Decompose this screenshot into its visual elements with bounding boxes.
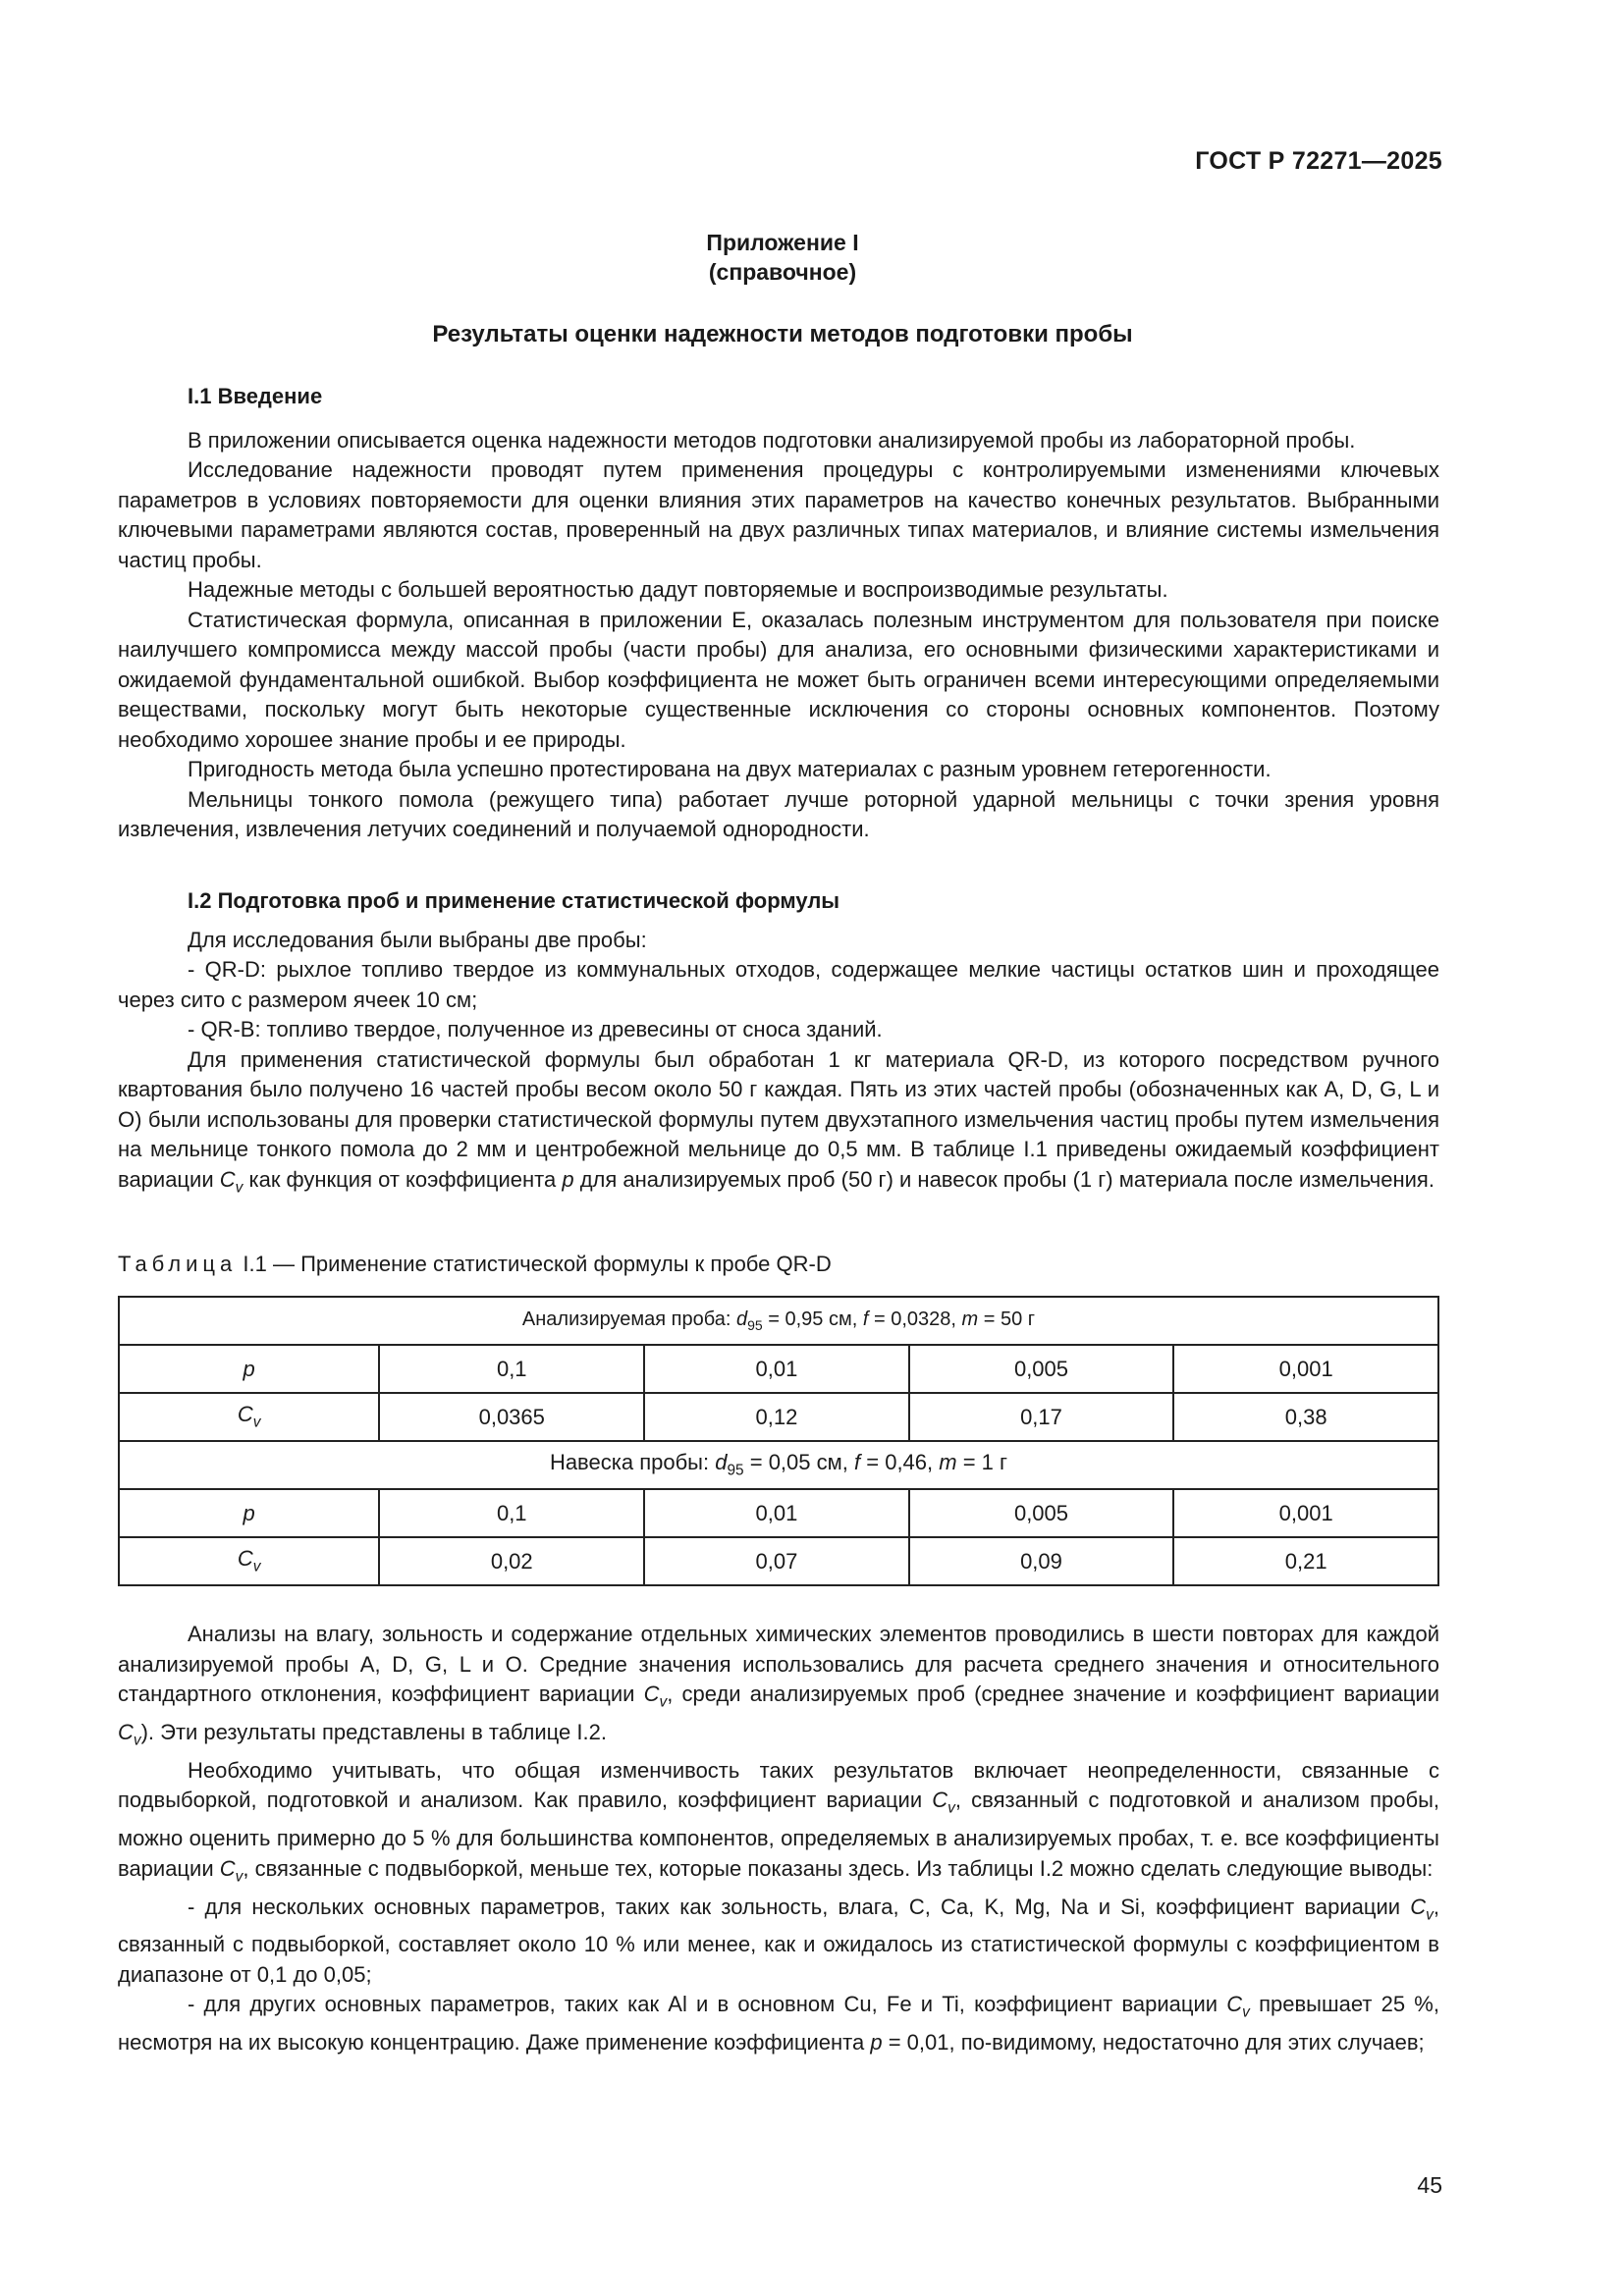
paragraph: Анализы на влагу, зольность и содержание отдельных химических элементов проводились в шести повторах для каждой анализируемой пробы A, D, G, L и O. Средние значения использовались для расчета среднего значения и относительного стандартного отклонения, коэффициент вариации $C_v$, среди анализируемых проб (среднее значение и коэффициент вариации $C_v$). Эти результаты представлены в таблице I.2. [118, 1622, 1439, 1749]
page-number: 45 [1417, 2172, 1442, 2198]
annex-title: Результаты оценки надежности методов подготовки пробы [432, 321, 1133, 347]
table-section-row [119, 1297, 1438, 1345]
table-row [119, 1537, 1438, 1585]
table-cell: 0,005 [909, 1345, 1174, 1393]
paragraph: Необходимо учитывать, что общая изменчивость таких результатов включает неопределенности, связанные с подвыборкой, подготовкой и анализом. Как правило, коэффициент вариации $C_v$, связанный с подготовкой и анализом пробы, можно оценить примерно до 5 % для большинства компонентов, определяемых в анализируемых пробах, т. е. все коэффициенты вариации $C_v$, связанные с подвыборкой, меньше тех, которые показаны здесь. Из таблицы I.2 можно сделать следующие выводы: [118, 1757, 1439, 1886]
section-introduction [118, 382, 1439, 845]
table-cell: 0,38 [1173, 1393, 1438, 1441]
table-cell: 0,001 [1173, 1345, 1438, 1393]
table-section-row [119, 1441, 1438, 1489]
statistics-table [118, 1296, 1439, 1586]
table-cell: 0,005 [909, 1489, 1174, 1537]
table-cell: 0,02 [379, 1537, 644, 1585]
section-results-discussion [118, 1620, 1439, 2058]
table-cell: 0,21 [1173, 1537, 1438, 1585]
table-cell: 0,17 [909, 1393, 1174, 1441]
paragraph: Мельницы тонкого помола (режущего типа) работает лучше роторной ударной мельницы с точки зрения уровня извлечения, извлечения летучих соединений и получаемой однородности. [118, 786, 1439, 841]
paragraph: Для исследования были выбраны две пробы: [188, 927, 647, 952]
paragraph: В приложении описывается оценка надежности методов подготовки анализируемой пробы из лабораторной пробы. [188, 427, 1356, 453]
table-row [119, 1345, 1438, 1393]
table-cell: 0,1 [379, 1489, 644, 1537]
list-item: - QR-D: рыхлое топливо твердое из коммунальных отходов, содержащее мелкие частицы остатков шин и проходящее через сито с размером ячеек 10 см; [118, 957, 1439, 1012]
table-cell: 0,001 [1173, 1489, 1438, 1537]
row-label: $C_v$ [119, 1537, 379, 1585]
list-item: - QR-B: топливо твердое, полученное из древесины от сноса зданий. [188, 1017, 883, 1041]
table-cell: 0,01 [644, 1345, 909, 1393]
section-heading: I.1 Введение [188, 384, 323, 408]
section-sample-preparation [118, 886, 1439, 1202]
table-cell: 0,12 [644, 1393, 909, 1441]
list-item: - для других основных параметров, таких как Al и в основном Cu, Fe и Ti, коэффициент вариации $C_v$ превышает 25 %, несмотря на их высокую концентрацию. Даже применение коэффициента p = 0,01, по-видимому, недостаточно для этих случаев; [118, 1992, 1439, 2056]
standard-number: ГОСТ Р 72271—2025 [1195, 147, 1442, 175]
paragraph: Для применения статистической формулы был обработан 1 кг материала QR-D, из которого посредством ручного квартования было получено 16 частей пробы весом около 50 г каждая. Пять из этих частей пробы (обозначенных как A, D, G, L и O) были использованы для проверки статистической формулы путем двухэтапного измельчения частиц пробы путем измельчения на мельнице тонкого помола до 2 мм и центробежной мельнице до 0,5 мм. В таблице I.1 приведены ожидаемый коэффициент вариации $C_v$ как функция от коэффициента p для анализируемых проб (50 г) и навесок пробы (1 г) материала после измельчения. [118, 1046, 1439, 1196]
table-row [119, 1489, 1438, 1537]
table-cell: 0,1 [379, 1345, 644, 1393]
row-label: $C_v$ [119, 1393, 379, 1441]
annex-kind: (справочное) [708, 259, 857, 285]
table-cell: 0,07 [644, 1537, 909, 1585]
paragraph: Пригодность метода была успешно протестирована на двух материалах с разным уровнем гетерогенности. [188, 757, 1272, 781]
section-heading: I.2 Подготовка проб и применение статистической формулы [188, 888, 840, 913]
table-section-header: Навеска пробы: $d_{95} = 0,05$ см, f = 0,46, m = 1 г [119, 1441, 1438, 1489]
paragraph: Надежные методы с большей вероятностью дадут повторяемые и воспроизводимые результаты. [188, 577, 1168, 602]
table-cell: 0,09 [909, 1537, 1174, 1585]
annex-label: Приложение I [706, 230, 859, 255]
paragraph: Статистическая формула, описанная в приложении E, оказалась полезным инструментом для пользователя при поиске наилучшего компромисса между массой пробы (части пробы) для анализа, его основными физическими характеристиками и ожидаемой фундаментальной ошибкой. Выбор коэффициента не может быть ограничен всеми интересующими определяемыми веществами, поскольку могут быть некоторые существенные исключения со стороны основных компонентов. Поэтому необходимо хорошее знание пробы и ее природы. [118, 607, 1439, 752]
paragraph: Исследование надежности проводят путем применения процедуры с контролируемыми изменениями ключевых параметров в условиях повторяемости для оценки влияния этих параметров на качество конечных результатов. Выбранными ключевыми параметрами являются состав, проверенный на двух различных типах материалов, и влияние системы измельчения частиц пробы. [118, 457, 1439, 572]
row-label: p [119, 1489, 379, 1537]
annex-heading [0, 228, 1565, 287]
row-label: p [119, 1345, 379, 1393]
table-cell: 0,0365 [379, 1393, 644, 1441]
list-item: - для нескольких основных параметров, таких как зольность, влага, C, Ca, K, Mg, Na и Si, коэффициент вариации $C_v$, связанный с подвыборкой, составляет около 10 % или менее, как и ожидалось из статистической формулы с коэффициентом в диапазоне от 0,1 до 0,05; [118, 1894, 1439, 1987]
table-row [119, 1393, 1438, 1441]
table-section-header: Анализируемая проба: $d_{95} = 0,95$ см, f = 0,0328, m = 50 г [119, 1297, 1438, 1345]
table-caption: Таблица I.1 — Применение статистической формулы к пробе QR-D [118, 1252, 832, 1276]
table-cell: 0,01 [644, 1489, 909, 1537]
